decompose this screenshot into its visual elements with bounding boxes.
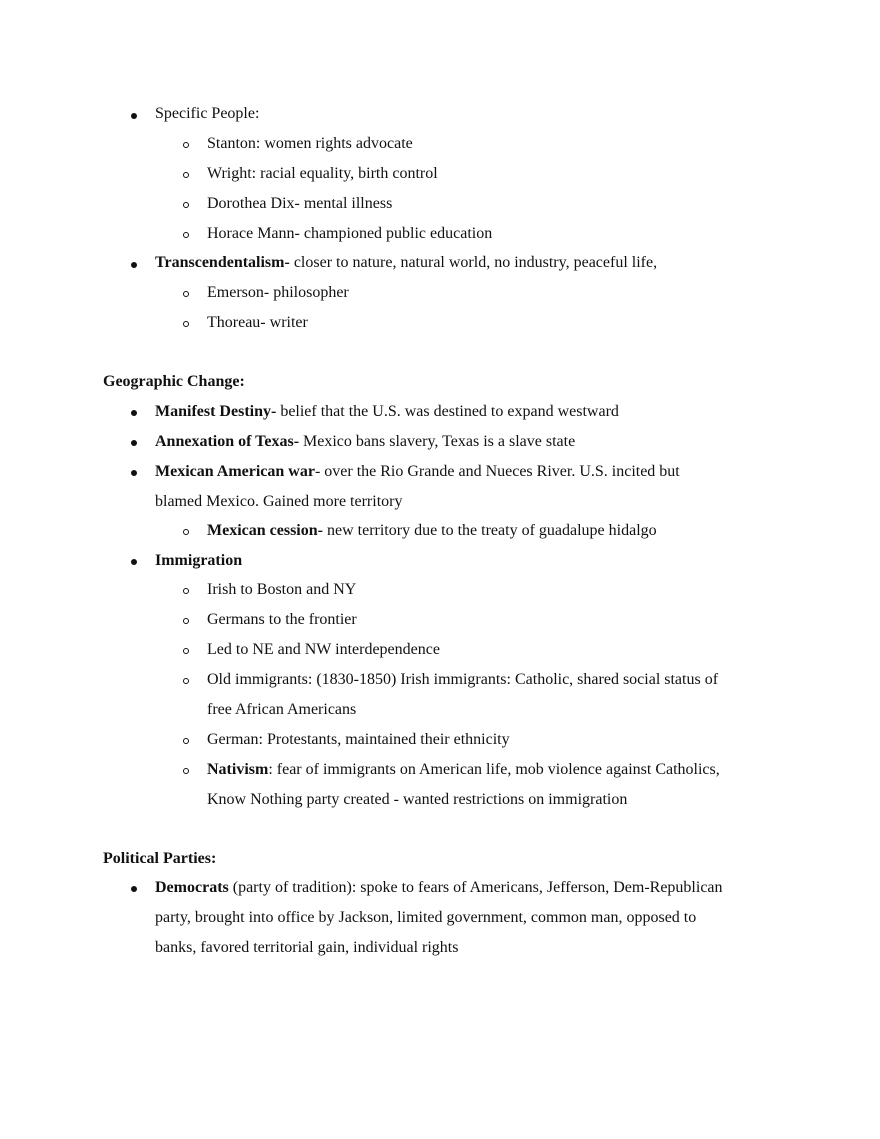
bullet-circle — [180, 195, 192, 215]
definition: Mexico bans slavery, Texas is a slave state — [299, 433, 576, 450]
bullet-circle — [180, 641, 192, 661]
mexican-war-line-2: blamed Mexico. Gained more territory — [155, 493, 403, 510]
list-item: Thoreau- writer — [207, 314, 308, 331]
list-item: Dorothea Dix- mental illness — [207, 195, 393, 212]
bullet-dot — [128, 879, 140, 899]
list-item: Emerson- philosopher — [207, 284, 349, 301]
definition: closer to nature, natural world, no industry, peaceful life, — [289, 254, 658, 271]
list-item: Irish to Boston and NY — [207, 581, 357, 598]
section-heading-geographic: Geographic Change: — [103, 373, 245, 390]
bullet-circle — [180, 581, 192, 601]
list-item: Wright: racial equality, birth control — [207, 165, 438, 182]
bullet-circle — [180, 671, 192, 691]
bullet-circle — [180, 731, 192, 751]
mexican-war-line — [155, 462, 680, 482]
term: Nativism — [207, 761, 269, 778]
democrats-line-2: party, brought into office by Jackson, limited government, common man, opposed to — [155, 909, 697, 926]
annexation-texas-line — [155, 432, 575, 452]
definition: new territory due to the treaty of guadalupe hidalgo — [322, 522, 657, 539]
term: Immigration — [155, 552, 243, 569]
manifest-destiny-line — [155, 402, 619, 422]
term: Democrats — [155, 879, 229, 896]
list-item: Horace Mann- championed public education — [207, 225, 493, 242]
bullet-circle — [180, 761, 192, 781]
nativism-line — [207, 760, 720, 780]
term: Transcendentalism- — [155, 254, 290, 271]
mexican-cession-line — [207, 521, 657, 541]
bullet-dot — [128, 106, 140, 126]
bullet-circle — [180, 314, 192, 334]
immigration-label — [155, 551, 242, 571]
section-heading-political: Political Parties: — [103, 850, 217, 867]
bullet-dot — [128, 433, 140, 453]
democrats-line-3: banks, favored territorial gain, individual rights — [155, 939, 459, 956]
list-item: Led to NE and NW interdependence — [207, 641, 440, 658]
definition: - over the Rio Grande and Nueces River. U.S. incited but — [314, 463, 680, 480]
definition: : fear of immigrants on American life, mob violence against Catholics, — [268, 761, 720, 778]
bullet-dot — [128, 552, 140, 572]
specific-people-label: Specific People: — [155, 105, 260, 122]
bullet-circle — [180, 522, 192, 542]
bullet-circle — [180, 611, 192, 631]
list-item: Germans to the frontier — [207, 611, 357, 628]
bullet-circle — [180, 284, 192, 304]
term: Mexican American war — [155, 463, 315, 480]
term: Manifest Destiny- — [155, 403, 277, 420]
bullet-dot — [128, 403, 140, 423]
democrats-line — [155, 878, 723, 898]
bullet-circle — [180, 225, 192, 245]
list-item: Stanton: women rights advocate — [207, 135, 413, 152]
list-item: German: Protestants, maintained their ethnicity — [207, 731, 510, 748]
list-item: Old immigrants: (1830-1850) Irish immigrants: Catholic, shared social status of — [207, 671, 719, 688]
term: Mexican cession- — [207, 522, 323, 539]
transcendentalism-line — [155, 253, 657, 273]
bullet-dot — [128, 463, 140, 483]
term: Annexation of Texas- — [155, 433, 300, 450]
bullet-circle — [180, 165, 192, 185]
bullet-circle — [180, 135, 192, 155]
bullet-dot — [128, 255, 140, 275]
definition: (party of tradition): spoke to fears of Americans, Jefferson, Dem-Republican — [228, 879, 723, 896]
nativism-line-2: Know Nothing party created - wanted restrictions on immigration — [207, 791, 628, 808]
list-item-continued: free African Americans — [207, 701, 357, 718]
definition: belief that the U.S. was destined to expand westward — [276, 403, 619, 420]
